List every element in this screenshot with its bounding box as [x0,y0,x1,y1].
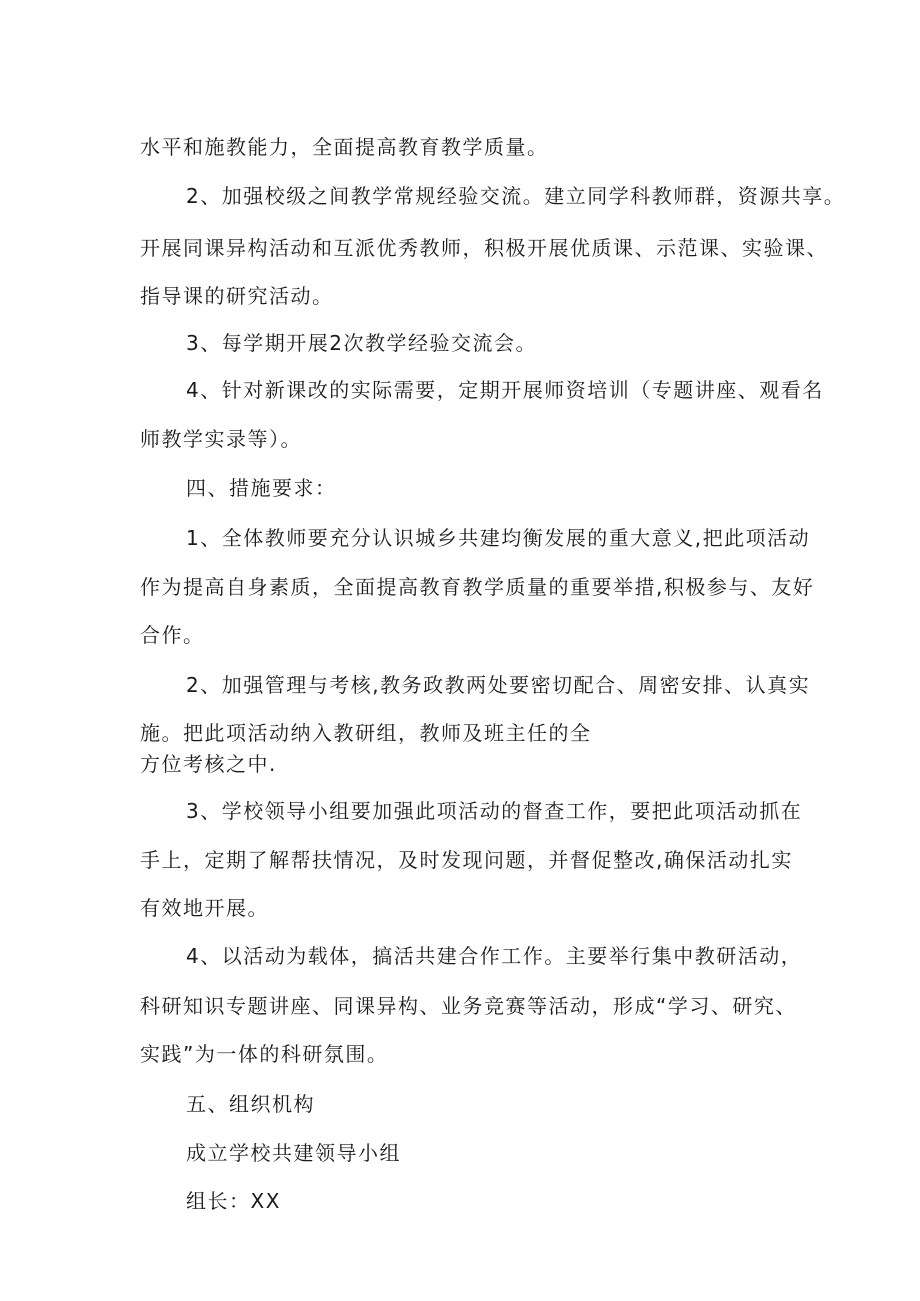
section-heading: 五、组织机构 [186,1092,315,1116]
paragraph-line: 合作。 [140,623,205,647]
paragraph-line: 1、全体教师要充分认识城乡共建均衡发展的重大意义,把此项活动 [186,526,811,550]
paragraph-line: 手上，定期了解帮扶情况，及时发现问题，并督促整改,确保活动扎实 [140,848,793,872]
paragraph-line: 4、针对新课改的实际需要，定期开展师资培训（专题讲座、观看名 [186,378,824,402]
paragraph-line: 2、加强校级之间教学常规经验交流。建立同学科教师群，资源共享。 [186,184,846,208]
paragraph-line: 有效地开展。 [140,896,269,920]
paragraph-line: 施。把此项活动纳入教研组，教师及班主任的全 [140,721,592,745]
paragraph-line: 科研知识专题讲座、同课异构、业务竞赛等活动，形成“学习、研究、 [140,994,797,1018]
paragraph-line: 指导课的研究活动。 [140,284,334,308]
paragraph-line: 3、学校领导小组要加强此项活动的督查工作，要把此项活动抓在 [186,799,803,823]
paragraph-line: 方位考核之中. [140,752,277,776]
paragraph-line: 2、加强管理与考核,教务政教两处要密切配合、周密安排、认真实 [186,673,811,697]
paragraph-line: 师教学实录等）。 [140,427,302,451]
paragraph-line: 4、以活动为载体，搞活共建合作工作。主要举行集中教研活动， [186,944,803,968]
paragraph-line: 实践”为一体的科研氛围。 [140,1042,389,1066]
paragraph-line: 组长：XX [186,1189,281,1213]
paragraph-line: 3、每学期开展2次教学经验交流会。 [186,331,537,355]
paragraph-line: 成立学校共建领导小组 [186,1141,401,1165]
paragraph-line: 水平和施教能力，全面提高教育教学质量。 [140,135,549,159]
section-heading: 四、措施要求： [186,476,337,500]
paragraph-line: 开展同课异构活动和互派优秀教师，积极开展优质课、示范课、实验课、 [140,236,828,260]
paragraph-line: 作为提高自身素质，全面提高教育教学质量的重要举措,积极参与、友好 [140,575,815,599]
